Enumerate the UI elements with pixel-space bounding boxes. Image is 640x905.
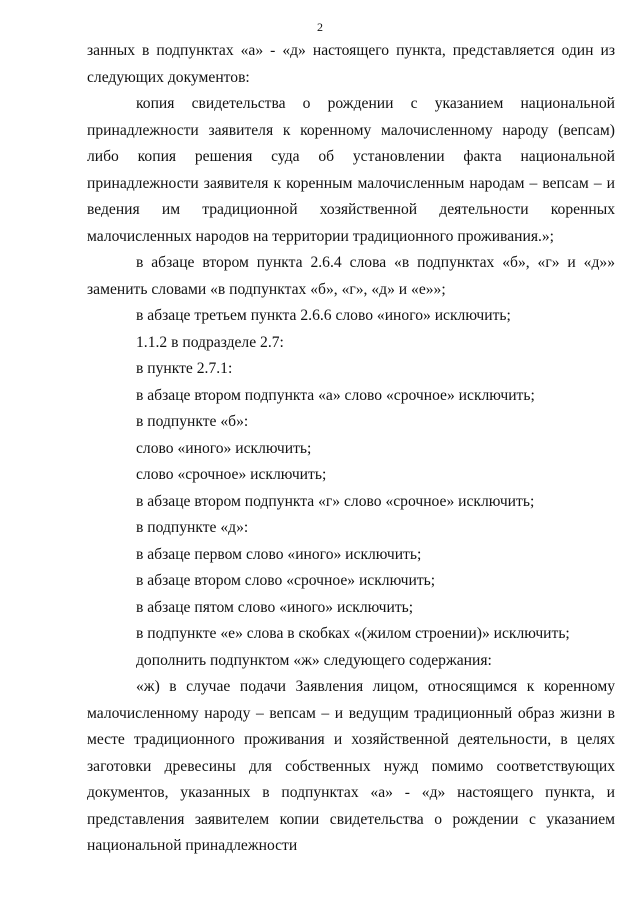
paragraph-continuation: занных в подпунктах «а» - «д» настоящего пункта, представляется один из следующих документов: [87,42,615,86]
paragraph-subitem-zh-text: «ж) в случае подачи Заявления лицом, относящимся к коренному малочисленному народу – вепсам – и ведущим традиционный образ жизни в месте традиционного проживания и хозяйственной деятельности, в целях заготовки древесины для собственных нужд помимо соответствующих документов, указанных в подпунктах «а» - «д» настоящего пункта, и представления заявителем копии свидетельства о рождении с указанием национальной принадлежности [87,678,615,854]
paragraph-subitem-a: в абзаце втором подпункта «а» слово «срочное» исключить; [136,386,535,404]
paragraph-d-fifth: в абзаце пятом слово «иного» исключить; [136,598,414,616]
paragraph-2-7-1: в пункте 2.7.1: [136,360,233,377]
paragraph-word-srochnoe: слово «срочное» исключить; [136,466,327,483]
paragraph-2-6-4: в абзаце втором пункта 2.6.4 слова «в подпунктах «б», «г» и «д»» заменить словами «в подпунктах «б», «г», «д» и «е»»; [87,254,615,298]
paragraph-2-6-6: в абзаце третьем пункта 2.6.6 слово «иного» исключить; [136,307,511,324]
paragraph-1-1-2: 1.1.2 в подразделе 2.7: [136,333,284,351]
paragraph-d-first: в абзаце первом слово «иного» исключить; [136,545,422,563]
paragraph-subitem-b: в подпункте «б»: [136,413,249,430]
paragraph-d-second: в абзаце втором слово «срочное» исключить; [136,572,436,589]
paragraph-birth-certificate: копия свидетельства о рождении с указанием национальной принадлежности заявителя к коренному малочисленному народу (вепсам) либо копия решения суда об установлении факта национальной принадлежности заявителя к коренным малочисленным народам – вепсам – и ведения им традиционной хозяйственной деятельности коренных малочисленных народов на территории традиционного проживания.»; [87,95,615,245]
page-number: 2 [317,20,323,34]
paragraph-subitem-g: в абзаце втором подпункта «г» слово «срочное» исключить; [136,492,535,510]
paragraph-add-subitem-zh: дополнить подпунктом «ж» следующего содержания: [136,651,492,669]
paragraph-word-inogo: слово «иного» исключить; [136,439,312,457]
paragraph-subitem-d: в подпункте «д»: [136,519,249,536]
document-body [87,38,615,860]
paragraph-subitem-e: в подпункте «е» слова в скобках «(жилом строении)» исключить; [136,625,570,642]
